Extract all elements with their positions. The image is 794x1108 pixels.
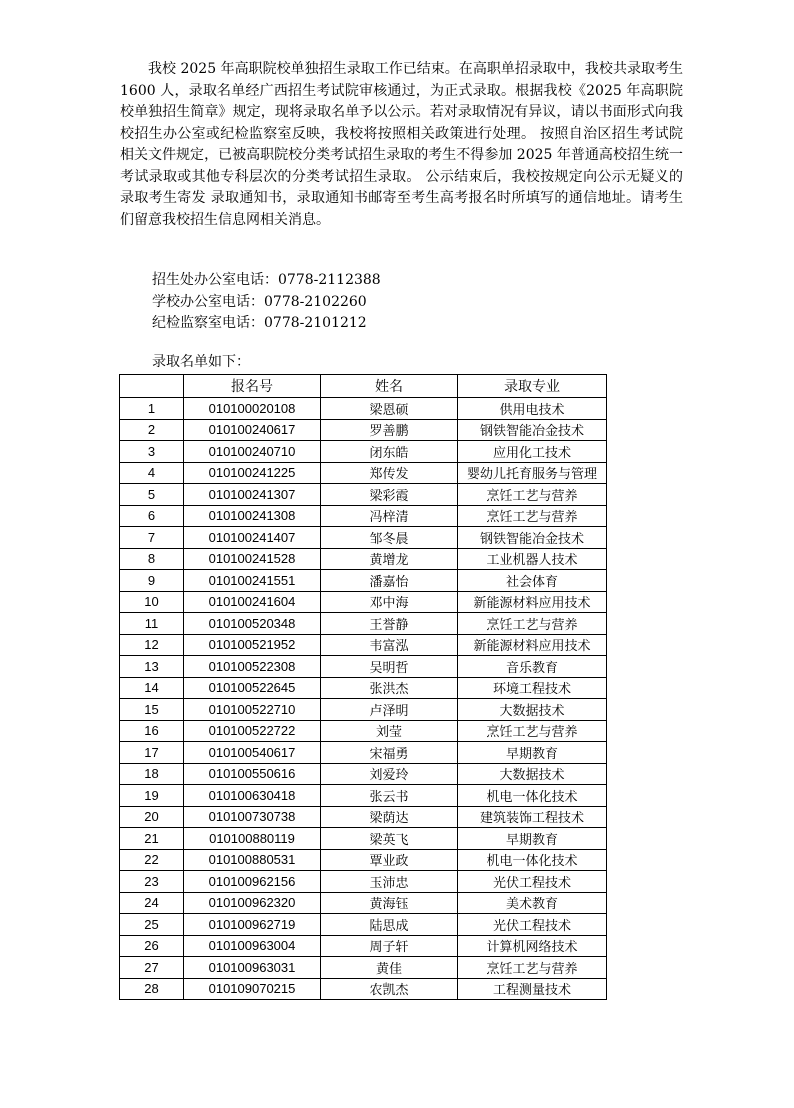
- registration-number: 010100963031: [184, 957, 321, 979]
- table-row: [120, 398, 607, 420]
- row-index: 11: [120, 613, 184, 635]
- row-index: 28: [120, 978, 184, 1000]
- student-name: 卢泽明: [321, 699, 458, 721]
- row-index: 25: [120, 914, 184, 936]
- admitted-major: 机电一体化技术: [458, 849, 607, 871]
- admitted-major: 早期教育: [458, 742, 607, 764]
- admitted-major: 大数据技术: [458, 763, 607, 785]
- table-row: [120, 656, 607, 678]
- student-name: 梁英飞: [321, 828, 458, 850]
- admitted-major: 烹饪工艺与营养: [458, 957, 607, 979]
- admitted-major: 工程测量技术: [458, 978, 607, 1000]
- registration-number: 010100520348: [184, 613, 321, 635]
- table-row: [120, 785, 607, 807]
- row-index: 12: [120, 634, 184, 656]
- registration-number: 010100522645: [184, 677, 321, 699]
- student-name: 张洪杰: [321, 677, 458, 699]
- student-name: 王誉静: [321, 613, 458, 635]
- registration-number: 010100522710: [184, 699, 321, 721]
- row-index: 13: [120, 656, 184, 678]
- row-index: 22: [120, 849, 184, 871]
- registration-number: 010100962719: [184, 914, 321, 936]
- registration-number: 010100550616: [184, 763, 321, 785]
- table-row: [120, 742, 607, 764]
- admitted-major: 机电一体化技术: [458, 785, 607, 807]
- table-row: [120, 441, 607, 463]
- admitted-major: 光伏工程技术: [458, 914, 607, 936]
- admitted-major: 应用化工技术: [458, 441, 607, 463]
- header-major: 录取专业: [458, 375, 607, 398]
- registration-number: 010100241551: [184, 570, 321, 592]
- row-index: 5: [120, 484, 184, 506]
- registration-number: 010100730738: [184, 806, 321, 828]
- table-row: [120, 462, 607, 484]
- table-row: [120, 548, 607, 570]
- table-row: [120, 634, 607, 656]
- student-name: 邹冬晨: [321, 527, 458, 549]
- header-name: 姓名: [321, 375, 458, 398]
- admitted-major: 新能源材料应用技术: [458, 591, 607, 613]
- registration-number: 010100241307: [184, 484, 321, 506]
- row-index: 16: [120, 720, 184, 742]
- table-row: [120, 763, 607, 785]
- student-name: 陆思成: [321, 914, 458, 936]
- row-index: 1: [120, 398, 184, 420]
- registration-number: 010100240710: [184, 441, 321, 463]
- registration-number: 010100522308: [184, 656, 321, 678]
- row-index: 26: [120, 935, 184, 957]
- admitted-major: 音乐教育: [458, 656, 607, 678]
- registration-number: 010109070215: [184, 978, 321, 1000]
- student-name: 邓中海: [321, 591, 458, 613]
- registration-number: 010100963004: [184, 935, 321, 957]
- list-title: 录取名单如下：: [152, 354, 250, 370]
- row-index: 4: [120, 462, 184, 484]
- registration-number: 010100241407: [184, 527, 321, 549]
- admitted-major: 早期教育: [458, 828, 607, 850]
- admitted-major: 供用电技术: [458, 398, 607, 420]
- registration-number: 010100962320: [184, 892, 321, 914]
- admitted-major: 美术教育: [458, 892, 607, 914]
- admitted-major: 烹饪工艺与营养: [458, 720, 607, 742]
- registration-number: 010100241528: [184, 548, 321, 570]
- contact-admissions-office-phone: 招生处办公室电话：0778-2112388: [152, 272, 381, 288]
- registration-number: 010100020108: [184, 398, 321, 420]
- table-row: [120, 892, 607, 914]
- table-row: [120, 699, 607, 721]
- table-row: [120, 677, 607, 699]
- header-index: [120, 375, 184, 398]
- admitted-major: 新能源材料应用技术: [458, 634, 607, 656]
- row-index: 23: [120, 871, 184, 893]
- row-index: 10: [120, 591, 184, 613]
- row-index: 20: [120, 806, 184, 828]
- header-registration-number: 报名号: [184, 375, 321, 398]
- registration-number: 010100521952: [184, 634, 321, 656]
- registration-number: 010100241604: [184, 591, 321, 613]
- admitted-major: 钢铁智能冶金技术: [458, 527, 607, 549]
- student-name: 梁荫达: [321, 806, 458, 828]
- table-row: [120, 613, 607, 635]
- table-header-row: [120, 375, 607, 398]
- student-name: 潘嘉怡: [321, 570, 458, 592]
- student-name: 梁恩硕: [321, 398, 458, 420]
- student-name: 黄佳: [321, 957, 458, 979]
- admitted-major: 婴幼儿托育服务与管理: [458, 462, 607, 484]
- table-row: [120, 505, 607, 527]
- table-row: [120, 957, 607, 979]
- student-name: 农凯杰: [321, 978, 458, 1000]
- row-index: 18: [120, 763, 184, 785]
- student-name: 梁彩霞: [321, 484, 458, 506]
- student-name: 黄增龙: [321, 548, 458, 570]
- admitted-major: 烹饪工艺与营养: [458, 484, 607, 506]
- table-row: [120, 591, 607, 613]
- registration-number: 010100522722: [184, 720, 321, 742]
- table-row: [120, 527, 607, 549]
- contact-school-office-phone: 学校办公室电话：0778-2102260: [152, 294, 367, 310]
- admitted-major: 烹饪工艺与营养: [458, 613, 607, 635]
- table-row: [120, 935, 607, 957]
- registration-number: 010100241308: [184, 505, 321, 527]
- row-index: 3: [120, 441, 184, 463]
- table-row: [120, 419, 607, 441]
- student-name: 韦富泓: [321, 634, 458, 656]
- row-index: 2: [120, 419, 184, 441]
- table-row: [120, 871, 607, 893]
- contact-discipline-office-phone: 纪检监察室电话：0778-2101212: [152, 315, 367, 331]
- admitted-major: 社会体育: [458, 570, 607, 592]
- row-index: 19: [120, 785, 184, 807]
- table-row: [120, 828, 607, 850]
- student-name: 宋福勇: [321, 742, 458, 764]
- table-row: [120, 806, 607, 828]
- registration-number: 010100241225: [184, 462, 321, 484]
- admitted-major: 大数据技术: [458, 699, 607, 721]
- registration-number: 010100880531: [184, 849, 321, 871]
- student-name: 黄海钰: [321, 892, 458, 914]
- row-index: 6: [120, 505, 184, 527]
- registration-number: 010100962156: [184, 871, 321, 893]
- student-name: 玉沛忠: [321, 871, 458, 893]
- table-row: [120, 484, 607, 506]
- admitted-major: 工业机器人技术: [458, 548, 607, 570]
- table-row: [120, 570, 607, 592]
- row-index: 24: [120, 892, 184, 914]
- admitted-major: 环境工程技术: [458, 677, 607, 699]
- table-row: [120, 914, 607, 936]
- admitted-major: 钢铁智能冶金技术: [458, 419, 607, 441]
- student-name: 吴明哲: [321, 656, 458, 678]
- student-name: 刘爱玲: [321, 763, 458, 785]
- student-name: 闭东皓: [321, 441, 458, 463]
- row-index: 15: [120, 699, 184, 721]
- student-name: 张云书: [321, 785, 458, 807]
- row-index: 21: [120, 828, 184, 850]
- registration-number: 010100240617: [184, 419, 321, 441]
- admission-list-table: [119, 374, 607, 1000]
- table-row: [120, 849, 607, 871]
- registration-number: 010100540617: [184, 742, 321, 764]
- student-name: 周子轩: [321, 935, 458, 957]
- admitted-major: 光伏工程技术: [458, 871, 607, 893]
- admitted-major: 计算机网络技术: [458, 935, 607, 957]
- admitted-major: 建筑装饰工程技术: [458, 806, 607, 828]
- student-name: 郑传发: [321, 462, 458, 484]
- table-row: [120, 720, 607, 742]
- notice-paragraph: 我校 2025 年高职院校单独招生录取工作已结束。在高职单招录取中，我校共录取考生 1600 人，录取名单经广西招生考试院审核通过，为正式录取。根据我校《2025 年高职院校单独招生简章》规定，现将录取名单予以公示。若对录取情况有异议，请以书面形式向我校招生办公室或纪检监察室反映，我校将按照相关政策进行处理。 按照自治区招生考试院相关文件规定，已被高职院校分类考试招生录取的考生不得参加 2025 年普通高校招生统一考试录取或其他专科层次的分类考试招生录取。 公示结束后，我校按规定向公示无疑义的录取考生寄发 录取通知书，录取通知书邮寄至考生高考报名时所填写的通信地址。请考生们留意我校招生信息网相关消息。: [120, 61, 683, 228]
- row-index: 9: [120, 570, 184, 592]
- row-index: 14: [120, 677, 184, 699]
- registration-number: 010100880119: [184, 828, 321, 850]
- student-name: 覃业政: [321, 849, 458, 871]
- admitted-major: 烹饪工艺与营养: [458, 505, 607, 527]
- row-index: 27: [120, 957, 184, 979]
- row-index: 17: [120, 742, 184, 764]
- row-index: 8: [120, 548, 184, 570]
- registration-number: 010100630418: [184, 785, 321, 807]
- row-index: 7: [120, 527, 184, 549]
- table-row: [120, 978, 607, 1000]
- student-name: 冯梓清: [321, 505, 458, 527]
- student-name: 刘莹: [321, 720, 458, 742]
- student-name: 罗善鹏: [321, 419, 458, 441]
